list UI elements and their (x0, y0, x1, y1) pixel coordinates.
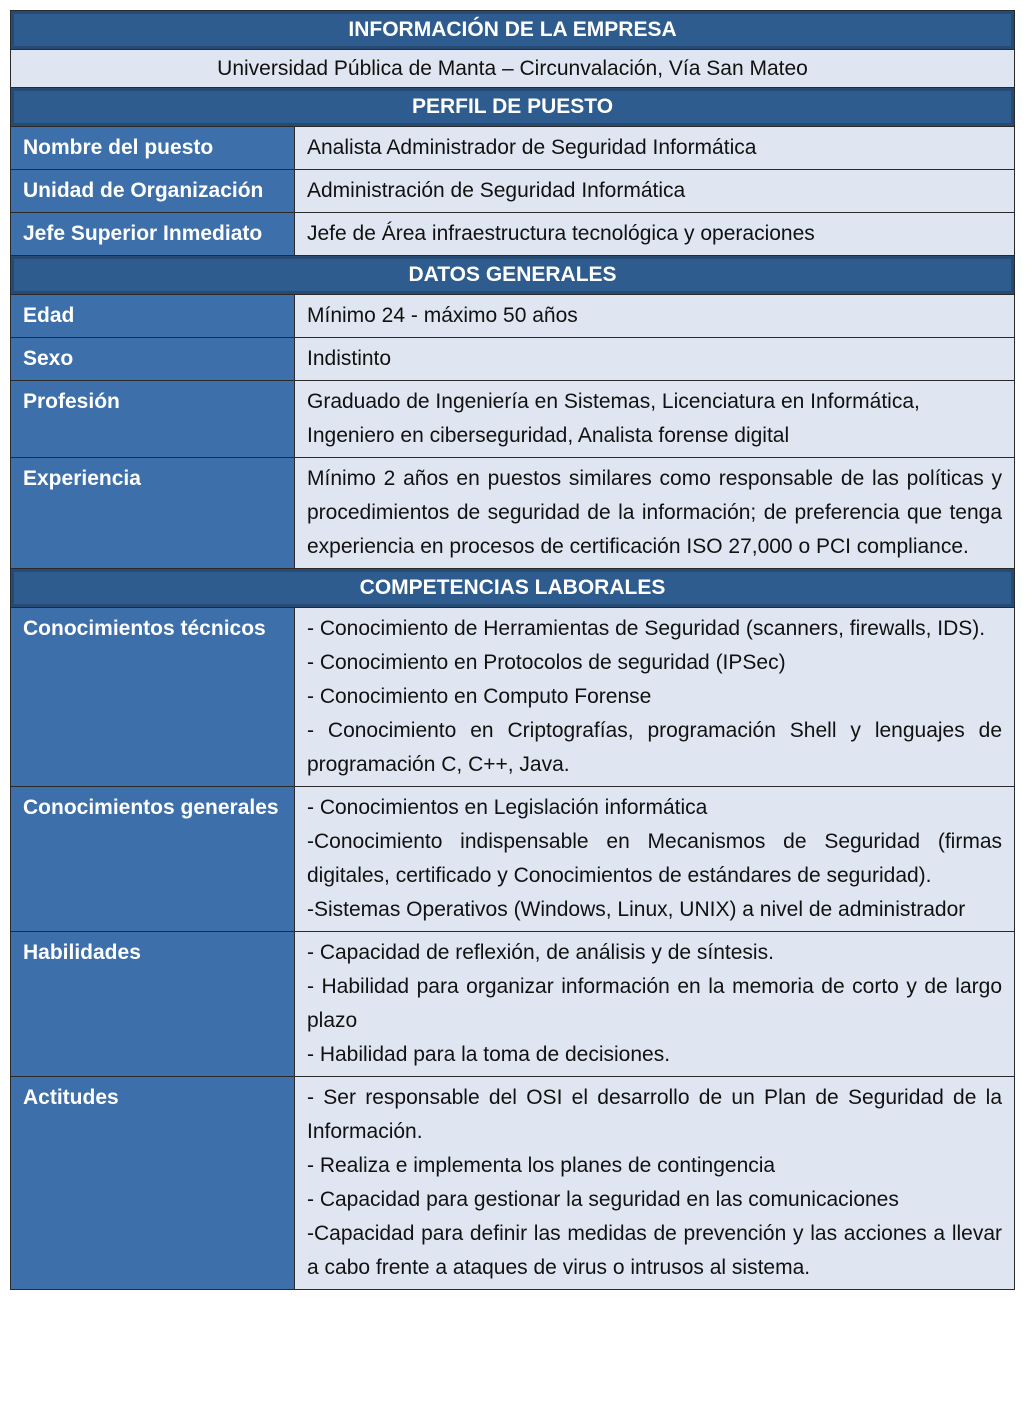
row-label-experiencia: Experiencia (11, 458, 295, 569)
row-value-experiencia: Mínimo 2 años en puestos similares como responsable de las políticas y procedimientos de seguridad de la información; de preferencia que tenga experiencia en procesos de certificación ISO 27,000 o PCI compliance. (295, 458, 1015, 569)
row-label-jefe: Jefe Superior Inmediato (11, 213, 295, 256)
row-value-actitudes (295, 1077, 1015, 1290)
row-label-conocimientos-generales: Conocimientos generales (11, 787, 295, 932)
table-row (11, 295, 1015, 338)
datos-section-header: DATOS GENERALES (11, 256, 1015, 295)
row-label-conocimientos-tecnicos: Conocimientos técnicos (11, 608, 295, 787)
row-label-edad: Edad (11, 295, 295, 338)
list-item: - Conocimiento en Computo Forense (307, 685, 652, 708)
table-row (11, 787, 1015, 932)
list-item: - Habilidad para la toma de decisiones. (307, 1043, 671, 1066)
list-item: -Conocimiento indispensable en Mecanismos de Seguridad (firmas digitales, certificado y Conocimientos de estándares de seguridad). (307, 830, 1003, 887)
row-label-profesion: Profesión (11, 381, 295, 458)
table-row (11, 127, 1015, 170)
row-value-conocimientos-generales (295, 787, 1015, 932)
list-item: - Conocimientos en Legislación informática (307, 796, 708, 819)
table-row (11, 932, 1015, 1077)
list-item: - Capacidad para gestionar la seguridad en las comunicaciones (307, 1188, 899, 1211)
list-item: -Sistemas Operativos (Windows, Linux, UNIX) a nivel de administrador (307, 898, 966, 921)
row-label-actitudes: Actitudes (11, 1077, 295, 1290)
row-value-nombre-puesto: Analista Administrador de Seguridad Informática (295, 127, 1015, 170)
row-value-profesion: Graduado de Ingeniería en Sistemas, Licenciatura en Informática, Ingeniero en ciberseguridad, Analista forense digital (295, 381, 1015, 458)
row-value-sexo: Indistinto (295, 338, 1015, 381)
row-value-conocimientos-tecnicos (295, 608, 1015, 787)
list-item: - Habilidad para organizar información en la memoria de corto y de largo plazo (307, 975, 1003, 1032)
row-label-unidad: Unidad de Organización (11, 170, 295, 213)
table-row (11, 213, 1015, 256)
row-value-edad: Mínimo 24 - máximo 50 años (295, 295, 1015, 338)
list-item: - Conocimiento de Herramientas de Seguridad (scanners, firewalls, IDS). (307, 617, 986, 640)
row-value-habilidades (295, 932, 1015, 1077)
table-row (11, 170, 1015, 213)
list-item: - Conocimiento en Protocolos de seguridad (IPSec) (307, 651, 786, 674)
list-item: - Conocimiento en Criptografías, programación Shell y lenguajes de programación C, C++, Java. (307, 719, 1003, 776)
perfil-section-header: PERFIL DE PUESTO (11, 88, 1015, 127)
row-label-nombre-puesto: Nombre del puesto (11, 127, 295, 170)
row-value-unidad: Administración de Seguridad Informática (295, 170, 1015, 213)
table-row (11, 381, 1015, 458)
table-row (11, 1077, 1015, 1290)
job-profile-table (10, 10, 1015, 1290)
list-item: - Ser responsable del OSI el desarrollo de un Plan de Seguridad de la Información. (307, 1086, 1003, 1143)
table-row (11, 458, 1015, 569)
list-item: - Capacidad de reflexión, de análisis y de síntesis. (307, 941, 774, 964)
row-value-jefe: Jefe de Área infraestructura tecnológica y operaciones (295, 213, 1015, 256)
row-label-habilidades: Habilidades (11, 932, 295, 1077)
company-name: Universidad Pública de Manta – Circunvalación, Vía San Mateo (11, 50, 1015, 88)
list-item: -Capacidad para definir las medidas de prevención y las acciones a llevar a cabo frente a ataques de virus o intrusos al sistema. (307, 1222, 1003, 1279)
table-row (11, 338, 1015, 381)
table-row (11, 608, 1015, 787)
competencias-section-header: COMPETENCIAS LABORALES (11, 569, 1015, 608)
company-section-header: INFORMACIÓN DE LA EMPRESA (11, 11, 1015, 50)
row-label-sexo: Sexo (11, 338, 295, 381)
list-item: - Realiza e implementa los planes de contingencia (307, 1154, 776, 1177)
